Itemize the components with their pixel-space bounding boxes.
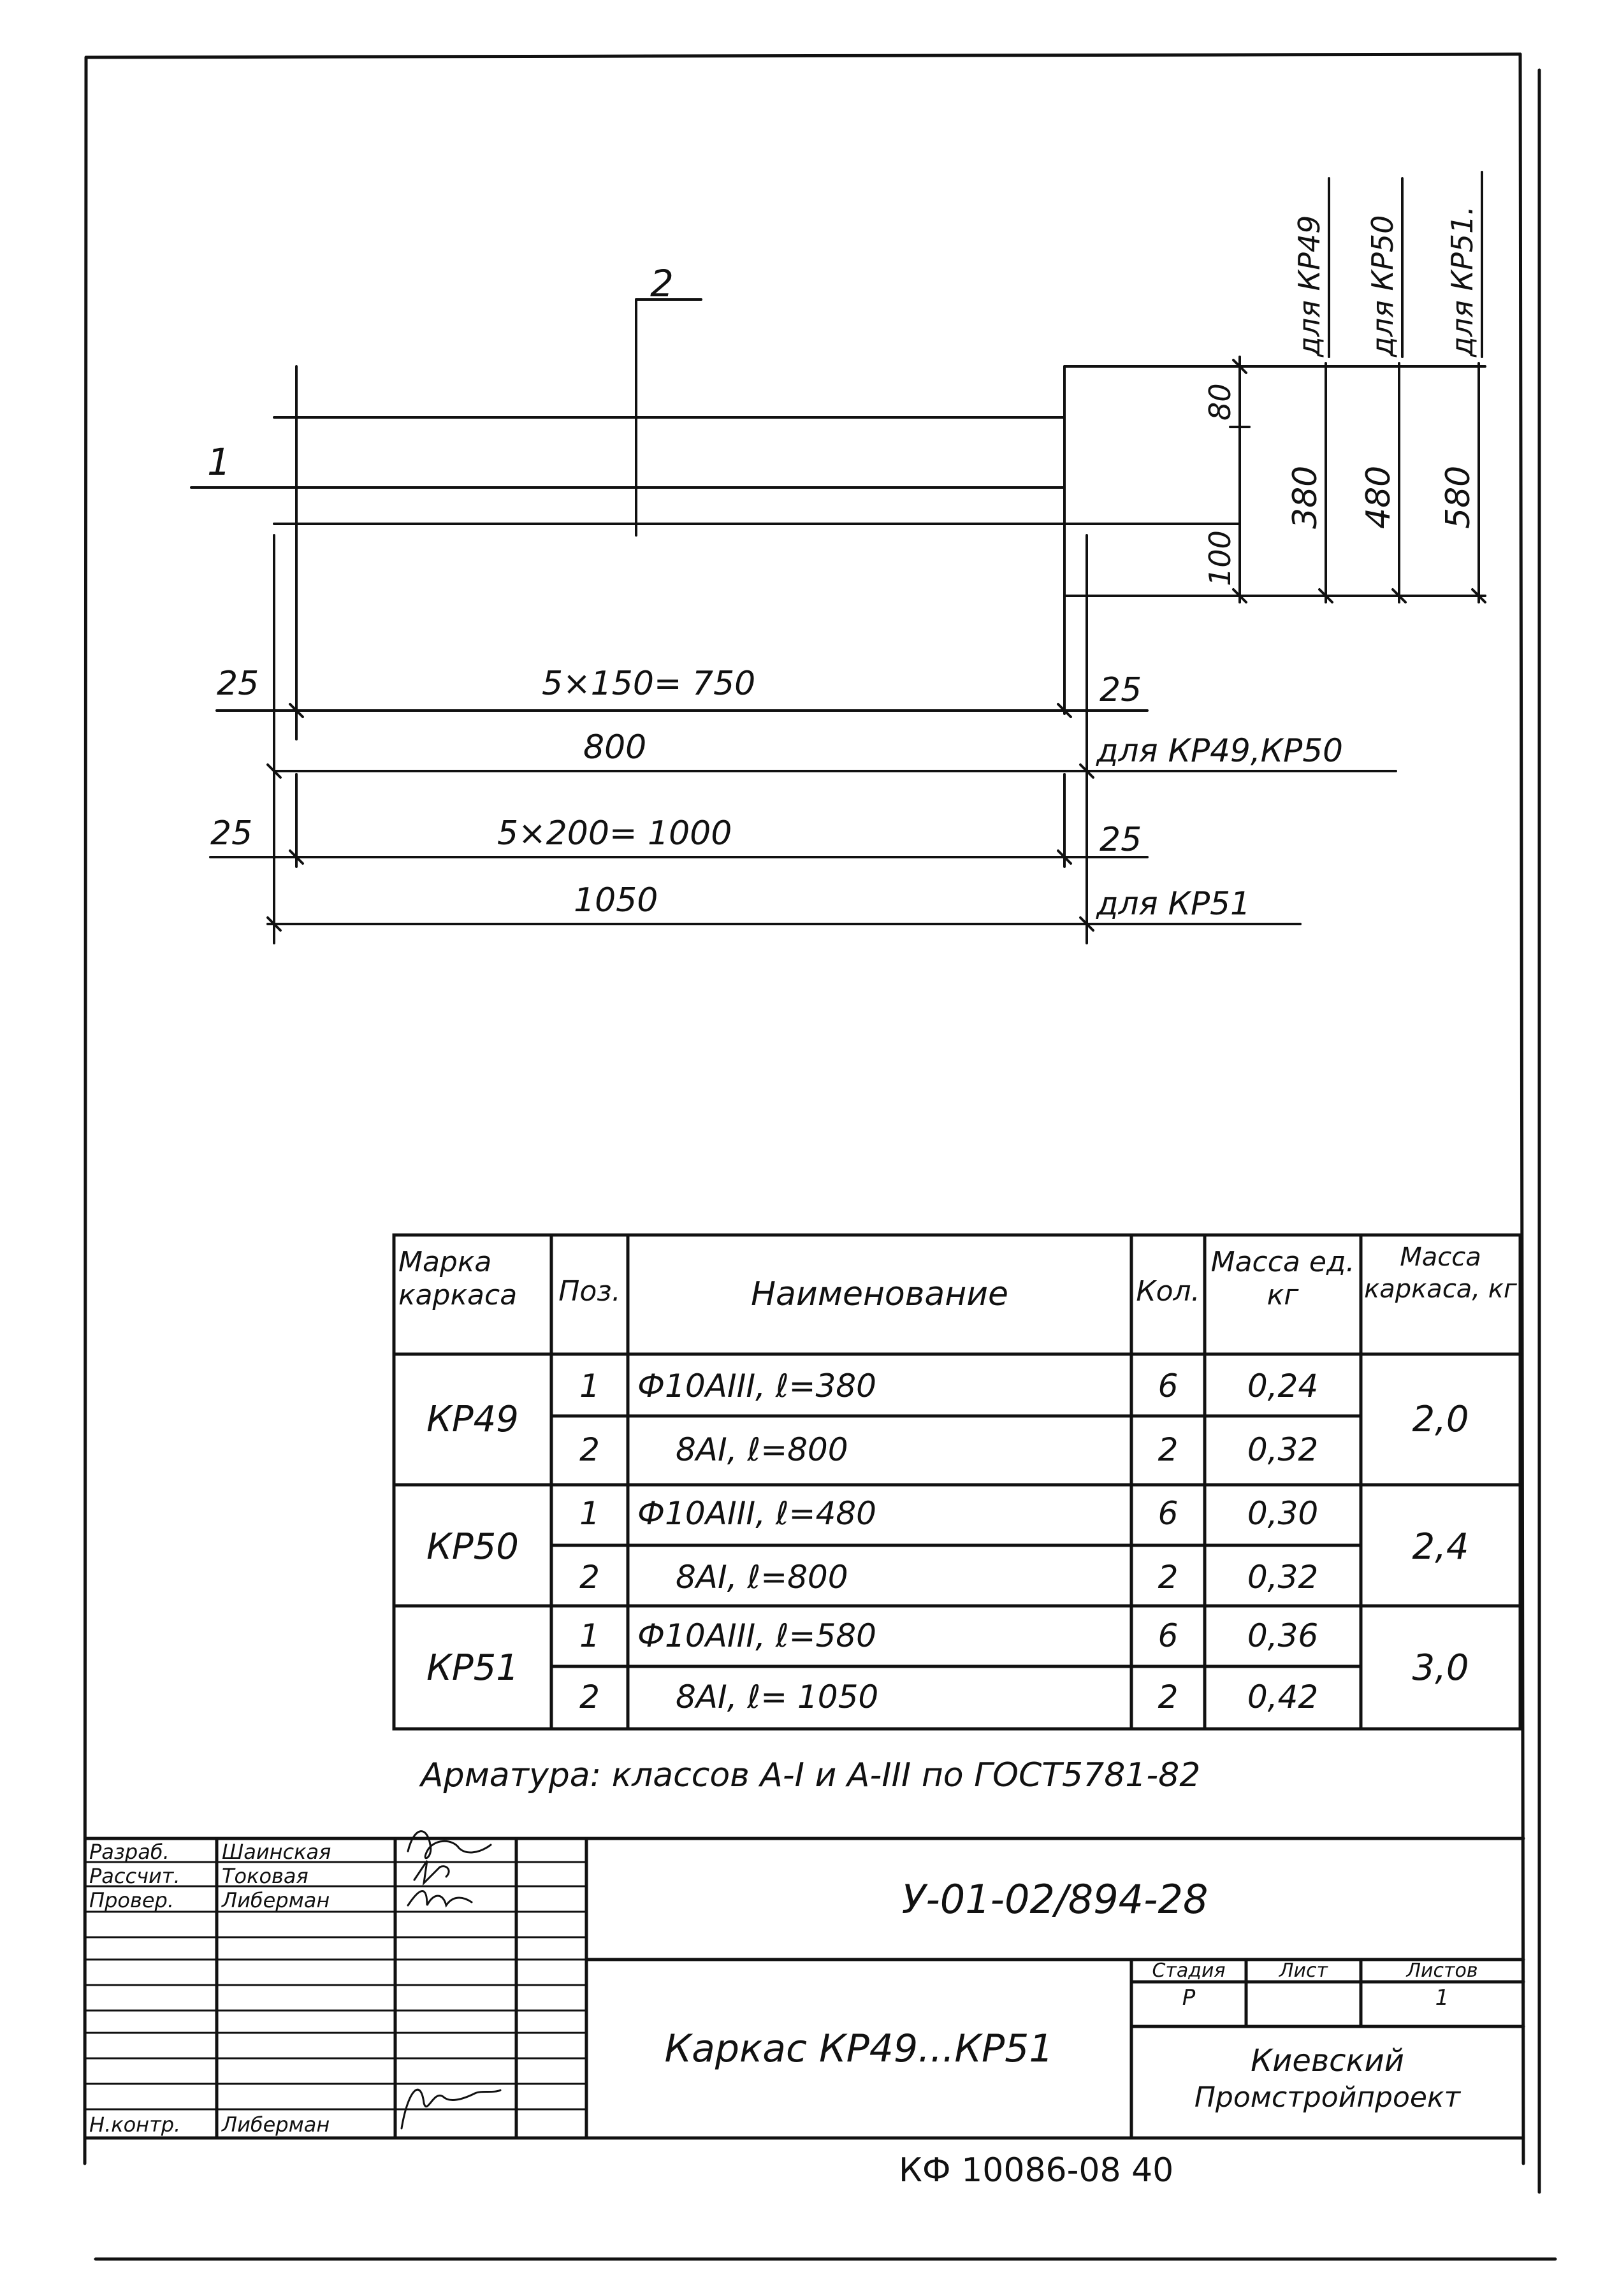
qty-kr50-2: 2: [1158, 1559, 1179, 1596]
name-kr50-1: Ф10АIII, ℓ=480: [637, 1495, 876, 1532]
label-for-kr49: для КР49: [1292, 215, 1326, 357]
name-kr51-1: Ф10АIII, ℓ=580: [637, 1617, 876, 1654]
stage-value: Р: [1182, 1985, 1196, 2011]
header-mark: Марка каркаса: [398, 1246, 518, 1311]
sheet-frame: [85, 54, 1555, 2259]
qty-kr50-1: 6: [1158, 1495, 1179, 1532]
drawing-labels: [207, 206, 1479, 922]
dim-580: 580: [1439, 465, 1477, 529]
organization-line-2: Промстройпроект: [1194, 2081, 1461, 2114]
dim-spacing-200: 5×200= 1000: [497, 814, 732, 853]
pos-kr50-2: 2: [579, 1559, 600, 1596]
dim-480: 480: [1360, 465, 1398, 529]
dim-25-left-top: 25: [217, 665, 259, 703]
frame-mass-kr49: 2,0: [1412, 1399, 1469, 1440]
dim-80: 80: [1203, 383, 1237, 421]
qty-kr49-2: 2: [1158, 1431, 1179, 1468]
header-frame-mass: Масса каркаса, кг: [1364, 1243, 1517, 1304]
label-for-kr49-kr50: для КР49,КР50: [1096, 732, 1343, 769]
pos-kr50-1: 1: [579, 1495, 600, 1532]
mark-kr50: КР50: [426, 1526, 519, 1568]
mass-kr49-2: 0,32: [1247, 1431, 1319, 1468]
label-for-kr51-top: для КР51.: [1445, 205, 1479, 357]
label-for-kr50: для КР50: [1365, 215, 1400, 357]
dim-spacing-150: 5×150= 750: [542, 665, 756, 703]
mass-kr50-2: 0,32: [1247, 1559, 1319, 1596]
name-norm-control: Либерман: [222, 2112, 330, 2137]
mass-kr51-2: 0,42: [1247, 1679, 1319, 1715]
bar-label: 1: [207, 440, 231, 484]
name-checker: Либерман: [222, 1888, 330, 1912]
sheets-value: 1: [1435, 1985, 1449, 2011]
pos-kr51-2: 2: [579, 1679, 600, 1715]
name-kr49-2: 8АI, ℓ=800: [676, 1431, 848, 1468]
mass-kr50-1: 0,30: [1247, 1495, 1319, 1532]
mass-kr49-1: 0,24: [1247, 1368, 1319, 1404]
name-kr51-2: 8АI, ℓ= 1050: [676, 1679, 879, 1715]
name-kr49-1: Ф10АIII, ℓ=380: [637, 1368, 876, 1404]
dim-100: 100: [1203, 530, 1237, 586]
header-name: Наименование: [750, 1275, 1009, 1313]
mark-kr51: КР51: [426, 1647, 519, 1689]
role-checker: Провер.: [89, 1888, 174, 1912]
sheets-header: Листов: [1406, 1960, 1478, 1982]
dim-25-left-bottom: 25: [210, 814, 253, 853]
name-kr50-2: 8АI, ℓ=800: [676, 1559, 848, 1596]
qty-kr49-1: 6: [1158, 1368, 1179, 1404]
name-developer: Шаинская: [222, 1840, 331, 1864]
dim-25-right-bottom: 25: [1100, 821, 1142, 859]
pos-kr49-2: 2: [579, 1431, 600, 1468]
qty-kr51-1: 6: [1158, 1617, 1179, 1654]
drawing-title: Каркас КР49...КР51: [664, 2026, 1054, 2071]
section-label: 2: [650, 262, 674, 305]
label-for-kr51-bottom: для КР51: [1096, 885, 1251, 922]
archive-number: КФ 10086-08 40: [899, 2151, 1174, 2190]
mark-kr49: КР49: [426, 1399, 519, 1440]
role-norm-control: Н.контр.: [89, 2112, 181, 2137]
role-calculator: Рассчит.: [89, 1864, 180, 1888]
header-unit-mass: Масса ед. кг: [1210, 1246, 1355, 1311]
organization-line-1: Киевский: [1251, 2043, 1404, 2079]
header-qty: Кол.: [1136, 1275, 1200, 1308]
signature-developer: [408, 1831, 491, 1858]
frame-drawing: [191, 172, 1485, 943]
role-developer: Разраб.: [89, 1840, 170, 1864]
qty-kr51-2: 2: [1158, 1679, 1179, 1715]
frame-mass-kr50: 2,4: [1412, 1526, 1469, 1568]
dim-total-1050: 1050: [574, 881, 658, 920]
document-code: У-01-02/894-28: [901, 1876, 1209, 1923]
dim-25-right-top: 25: [1100, 671, 1142, 709]
header-pos: Поз.: [558, 1275, 621, 1308]
reinforcement-note: Арматура: классов А-I и А-III по ГОСТ5781-82: [421, 1756, 1201, 1794]
dim-total-800: 800: [583, 728, 647, 767]
frame-mass-kr51: 3,0: [1412, 1647, 1469, 1689]
pos-kr51-1: 1: [579, 1617, 600, 1654]
stage-header: Стадия: [1152, 1960, 1226, 1982]
sheet-header: Лист: [1279, 1960, 1328, 1982]
signature-checker: [408, 1891, 472, 1906]
dim-380: 380: [1286, 465, 1325, 529]
pos-kr49-1: 1: [579, 1368, 600, 1404]
mass-kr51-1: 0,36: [1247, 1617, 1319, 1654]
name-calculator: Токовая: [222, 1864, 309, 1888]
signature-calculator: [414, 1861, 449, 1883]
